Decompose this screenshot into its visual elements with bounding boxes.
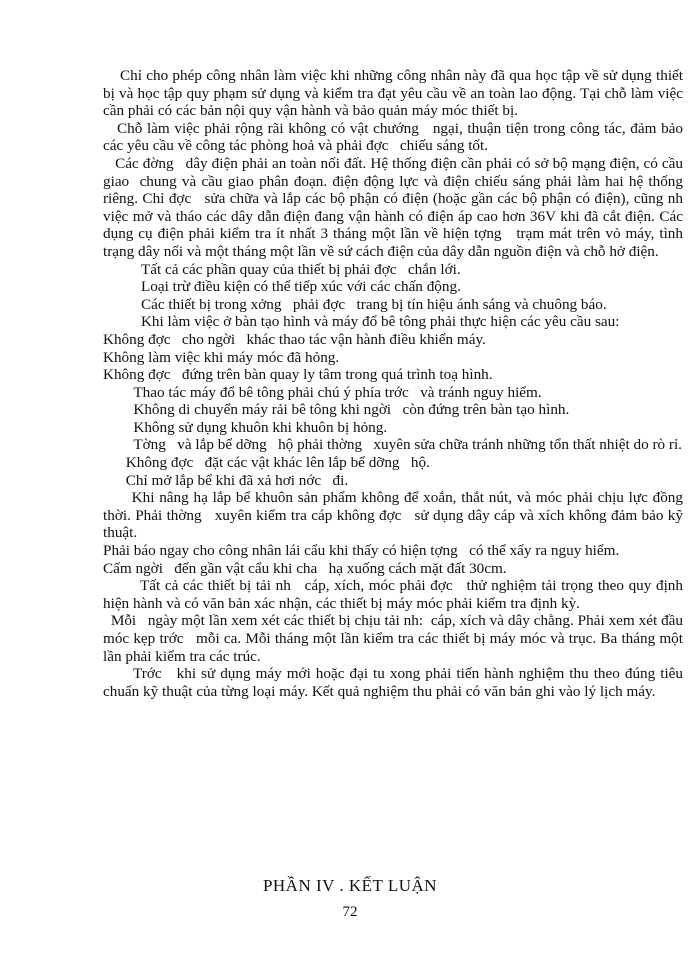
paragraph-spreader: Không di chuyển máy rải bê tông khi ngời còn đứng trên bàn tạo hình. bbox=[103, 401, 570, 419]
paragraph-forming-requirements: Khi làm việc ở bàn tạo hình và máy đổ bê tông phải thực hiện các yêu cầu sau: bbox=[103, 313, 620, 331]
paragraph-load-testing: Tất cả các thiết bị tải nh cáp, xích, móc phải đợc thử nghiệm tải trọng theo quy định hiện hành và có văn bản xác nhận, các thiết bị máy móc phải kiểm tra định kỳ. bbox=[103, 577, 687, 612]
page-body bbox=[103, 67, 695, 700]
section-heading: PHẦN IV . KẾT LUẬN bbox=[262, 876, 438, 895]
paragraph-acceptance: Trớc khi sử dụng máy mới hoặc đại tu xong phải tiến hành nghiệm thu theo đúng tiêu chuẩn kỹ thuật của từng loại máy. Kết quả nghiệm thu phải có văn bản ghi vào lý lịch máy. bbox=[103, 665, 687, 700]
paragraph-daily-inspection: Mỗi ngày một lần xem xét các thiết bị chịu tải nh: cáp, xích và dây chằng. Phải xem xét đầu móc kẹp trớc mỗi ca. Mỗi tháng một lần kiểm tra các thiết bị máy móc và trục. Ba tháng một lần phải kiểm tra các trúc. bbox=[103, 612, 687, 665]
paragraph-workplace-space: Chỗ làm việc phải rộng rãi không có vật chướng ngại, thuận tiện trong công tác, đảm bảo các yêu cầu về công tác phòng hoả và phải đợc chiếu sáng tốt. bbox=[103, 119, 687, 155]
paragraph-signals: Các thiết bị trong xởng phải đợc trang bị tín hiệu ánh sáng và chuông báo. bbox=[103, 295, 607, 313]
page-number: 72 bbox=[342, 904, 358, 920]
paragraph-electrical-safety: Các đờng dây điện phải an toàn nối đất. Hệ thống điện cần phải có sở bộ mạng điện, có cầu giao chung và cầu giao phân đoạn. điện động lực và điện chiếu sáng phải làm hai hệ thống riêng. Chỉ đợc sửa chữa và lắp các bộ phận có điện (hoặc gần các bộ phận có điện), cũng nh việc mở và tháo các dây dẫn điện đang vận hành có điện áp cao hơn 36V khi đã cắt điện. Các dụng cụ điện phải kiểm tra ít nhất 3 tháng một lần về hiện tợng trạm mát trên vỏ máy, tình trạng dây nối và một tháng một lần về sứ cách điện của dây dẫn nguồn điện và chỗ hở điện. bbox=[103, 154, 695, 260]
paragraph-rotating-parts: Tất cả các phần quay của thiết bị phải đợc chắn lới. bbox=[103, 260, 461, 278]
paragraph-no-others-operate: Không đợc cho ngời khác thao tác vận hành điều khiển máy. bbox=[103, 330, 486, 348]
paragraph-vibration: Loại trừ điều kiện có thể tiếp xúc với các chấn động. bbox=[103, 278, 461, 296]
paragraph-operator-training: Chỉ cho phép công nhân làm việc khi những công nhân này đã qua học tập về sử dụng thiết bị và học tập quy phạm sử dụng và kiểm tra đạt yêu cầu về an toàn lao động. Tại chỗ làm việc cần phải có các bản nội quy vận hành và bảo quản máy móc thiết bị. bbox=[103, 67, 687, 120]
paragraph-centrifuge: Không đợc đứng trên bàn quay ly tâm trong quá trình toạ hình. bbox=[103, 366, 493, 384]
paragraph-broken-mould: Không sử dụng khuôn khi khuôn bị hỏng. bbox=[103, 418, 388, 436]
paragraph-open-tank-cover: Chỉ mở lắp bể khi đã xả hơi nớc đi. bbox=[103, 471, 349, 489]
paragraph-curing-tank-walls: Tờng và lắp bể dỡng hộ phải thờng xuyên sửa chữa tránh những tổn thất nhiệt do rò rỉ. bbox=[103, 436, 682, 454]
paragraph-broken-machine: Không làm việc khi máy móc đã hỏng. bbox=[103, 348, 340, 366]
paragraph-lifting-covers: Khi nâng hạ lắp bể khuôn sản phẩm không để xoắn, thắt nút, và móc phải chịu lực đồng thời. Phải thờng xuyên kiểm tra cáp không đợc sử dụng dây cáp và xích không đảm bảo kỹ thuật. bbox=[103, 489, 687, 542]
paragraph-tank-cover-objects: Không đợc đặt các vật khác lên lắp bể dỡng hộ. bbox=[103, 454, 430, 472]
paragraph-keep-away-load: Cấm ngời đến gần vật cẩu khi cha hạ xuống cách mặt đất 30cm. bbox=[103, 559, 507, 577]
paragraph-report-danger: Phải báo ngay cho công nhân lái cẩu khi thấy có hiện tợng có thể xẩy ra nguy hiểm. bbox=[103, 542, 620, 560]
paragraph-pouring-machine: Thao tác máy đổ bê tông phải chú ý phía trớc và tránh nguy hiểm. bbox=[103, 383, 542, 401]
